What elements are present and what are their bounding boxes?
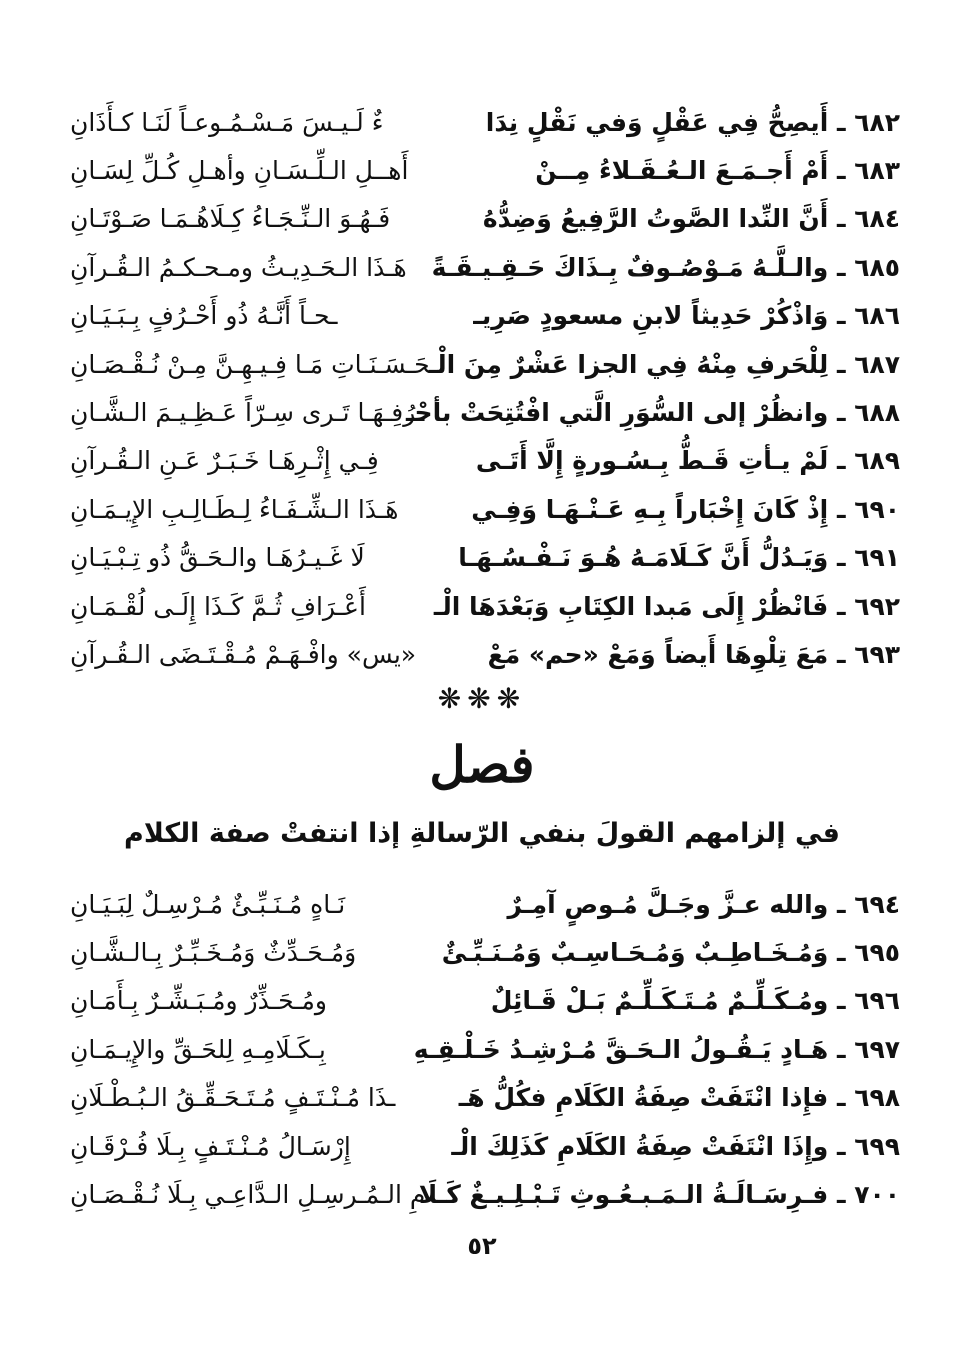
verse-first-hemistich: ٦٩٥ ـ وَمُـخَـاطِـبٌ وَمُـحَـاسِـبٌ وَمُـنَـبِّـئٌ — [441, 938, 900, 968]
verse-second-hemistich: هَـذَا الـحَـدِيـثُ ومـحـكـمُ الـقُـرآنِ — [70, 252, 407, 282]
verse-row — [70, 146, 900, 194]
verse-row — [70, 1025, 900, 1073]
verse-second-hemistich: ـرُفِـهَـا تَـرى سِـرّاً عَـظِـيـمَ الـشَّـانِ — [70, 398, 425, 428]
verse-row — [70, 340, 900, 388]
verse-row — [70, 1122, 900, 1170]
verse-second-hemistich: وَمُـحَـدِّثٌ وَمُـخَـبِّـرٌ بِـالـشَّـانِ — [70, 938, 357, 968]
verse-second-hemistich: فَـهُـوَ الـنِّـجَـاءُ كِـلَاهُـمَـا صَـوْتَـانِ — [70, 204, 391, 234]
verse-row — [70, 977, 900, 1025]
verse-row — [70, 98, 900, 146]
verse-row — [70, 630, 900, 678]
verse-first-hemistich: ٦٩٠ ـ إِذْ كَانَ إِخْبَاراً بِـهِ عَـنْـهَـا وَفِـي — [471, 494, 900, 524]
verse-second-hemistich: أَهــلِ الـلِّـسَـانِ وأهـلِ كُـلِّ لِسَـانِ — [70, 156, 409, 186]
verse-first-hemistich: ٦٨٢ ـ أَيصِحُّ فِي عَقْلٍ وَفي نَقْلٍ نِدَا — [485, 107, 900, 137]
verse-second-hemistich: ـحَـسَـنَـاتِ مَـا فِـيـهِـنَّ مِـنْ نُـقْـصَـانِ — [70, 349, 438, 379]
verse-first-hemistich: ٦٨٧ ـ لِلْحَرفِ مِنْهُ فِي الجزا عَشْرٌ مِنَ الْـ — [428, 349, 900, 379]
section-separator: ❋❋❋ — [437, 682, 527, 715]
section-title: فصل — [429, 735, 535, 794]
verse-row — [70, 534, 900, 582]
page-number: ٥٢ — [467, 1232, 497, 1260]
verse-first-hemistich: ٦٩٨ ـ فإِذا انْتَفَتْ صِفَةُ الكَلَامِ فكُلُّ هَـ — [458, 1083, 900, 1113]
verse-second-hemistich: لَا غَـيـرُهَـا والـحَـقُّ ذُو تِـبْـيَـانِ — [70, 543, 365, 573]
verse-first-hemistich: ٦٨٣ ـ أَمْ أَجـمَـعَ الـعُـقَـلاءُ مِــنْ — [535, 156, 900, 186]
verse-first-hemistich: ٦٩٤ ـ والله عـزَّ وجَـلَّ مُـوصٍ آمِـرٌ — [507, 889, 900, 919]
verse-row — [70, 928, 900, 976]
verse-row — [70, 1170, 900, 1218]
verse-first-hemistich: ٦٩٣ ـ مَعَ تِلْوِهَا أَيضاً وَمَعْ «حم» مَعْ — [487, 639, 900, 669]
verse-first-hemistich: ٦٩٩ ـ وإِذَا انْتَفَتْ صِفَةُ الكَلَامِ كَذَلِكَ الْـ — [451, 1131, 900, 1161]
verse-second-hemistich: ءٌ لَـيـسَ مَـسْـمُـوعـاً لَنَـا كـأَذَانِ — [70, 107, 384, 137]
verse-row — [70, 880, 900, 928]
verse-second-hemistich: هَـذَا الـشِّـفَـاءُ لِـطَـالِـبِ الإِيـمَـانِ — [70, 494, 399, 524]
verse-second-hemistich: «يس» وافْـهَـمْ مُـقْـتَـضَى الـقُـرآنِ — [70, 639, 417, 669]
verse-first-hemistich: ٦٨٨ ـ وانظُرْ إلى السُّوَرِ الَّتي افْتُتِحَتْ بأحْـ — [406, 398, 900, 428]
verse-second-hemistich: ومُـحَـذِّرٌ ومُـبَـشِّـرٌ بِـأَمَـانِ — [70, 986, 328, 1016]
verse-second-hemistich: ـحـاً أَنَّـهُ ذُو أَحْـرُفٍ بِـبَـيَـانِ — [70, 301, 338, 331]
verse-first-hemistich: ٦٨٥ ـ والـلَّـهُ مَـوْصُـوفٌ بِـذَاكَ حَـقِـيـقَـةً — [431, 252, 900, 282]
verse-row — [70, 292, 900, 340]
verse-first-hemistich: ٦٩٧ ـ هَـادٍ يَـقُـولُ الـحَـقَّ مُـرْشِـدُ خَـلْـقِـهِ — [413, 1034, 900, 1064]
verse-first-hemistich: ٦٨٤ ـ أَنَّ النِّدا الصَّوتُ الرَّفِيعُ وَضِدُّهُ — [482, 204, 900, 234]
verse-row — [70, 582, 900, 630]
verse-second-hemistich: ـذَا مُـنْـتَـفٍ مُـتَـحَـقِّـقُ الـبُـطْـلَانِ — [70, 1083, 396, 1113]
verse-second-hemistich: أَعْـرَافِ ثُـمَّ كَـذَا إِلَـى لُقْـمَـانِ — [70, 591, 366, 621]
verse-first-hemistich: ٧٠٠ ـ فـرِسَـالَـةُ الـمَـبـعُـوثِ تَـبْـلِـيـغٌ كَـلَا — [418, 1180, 900, 1210]
verse-first-hemistich: ٦٨٦ ـ وَاذْكُرْ حَدِيثاً لابنِ مسعودٍ صَرِيـ — [473, 301, 900, 331]
section-heading: في إلزامهم القولَ بنفي الرّسالةِ إذا انتفتْ صفة الكلام — [124, 818, 840, 849]
verse-row — [70, 437, 900, 485]
verses-top — [70, 98, 900, 679]
verse-row — [70, 485, 900, 533]
verse-row — [70, 243, 900, 291]
verse-second-hemistich: مِ الـمُـرسِـلِ الـدَّاعِـي بِـلَا نُـقْـصَـانِ — [70, 1180, 426, 1210]
verse-first-hemistich: ٦٩١ ـ وَيَـدُلُّ أَنَّ كَـلَامَـهُ هُـوَ نَـفْـسُـهَـا — [458, 543, 900, 573]
verse-second-hemistich: فِـي إِثْـرِهَـا خَـبَـرٌ عَـنِ الـقُـرآنِ — [70, 446, 379, 476]
verse-second-hemistich: بِـكَـلَامِـهِ لِلحَـقِّ والإِيـمَـانِ — [70, 1034, 326, 1064]
verse-first-hemistich: ٦٩٦ ـ ومُـكَـلِّـمٌ مُـتَـكَـلِّـمٌ بَـلْ قَـائِلٌ — [490, 986, 900, 1016]
verses-bottom — [70, 880, 900, 1219]
verse-row — [70, 1074, 900, 1122]
verse-second-hemistich: إِرْسَـالُ مُـنْـتَـفٍ بِـلَا فُـرْقَـانِ — [70, 1131, 351, 1161]
verse-first-hemistich: ٦٩٢ ـ فَانْظُرْ إِلَى مَبدا الكِتَابِ وَبَعْدَهَا الْـ — [433, 591, 900, 621]
verse-first-hemistich: ٦٨٩ ـ لَمْ يـأتِ قَـطُّ بِـسُـورةٍ إِلَّا أَتَـى — [475, 446, 900, 476]
verse-second-hemistich: نَـاهٍ مُـنَـبِّـئٌ مُـرْسِـلٌ لِبَـيَـانِ — [70, 889, 346, 919]
verse-row — [70, 195, 900, 243]
verse-row — [70, 388, 900, 436]
